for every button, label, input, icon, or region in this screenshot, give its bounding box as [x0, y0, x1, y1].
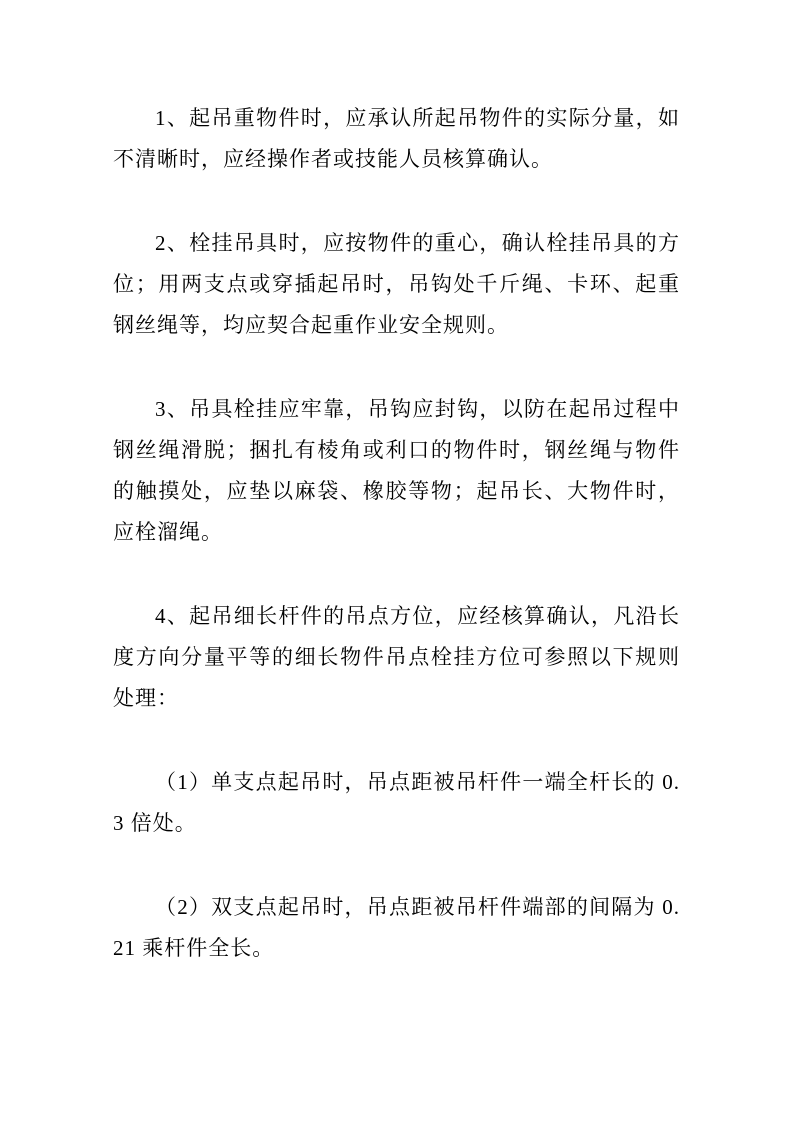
- paragraph-rule-3: 3、吊具栓挂应牢靠，吊钩应封钩，以防在起吊过程中钢丝绳滑脱；捆扎有棱角或利口的物件时，钢丝绳与物件的触摸处，应垫以麻袋、橡胶等物；起吊长、大物件时，应栓溜绳。: [113, 397, 680, 544]
- paragraph-rule-4: 4、起吊细长杆件的吊点方位，应经核算确认，凡沿长度方向分量平等的细长物件吊点栓挂方位可参照以下规则处理：: [113, 604, 680, 710]
- paragraph-rule-1: 1、起吊重物件时，应承认所起吊物件的实际分量，如不清晰时，应经操作者或技能人员核算确认。: [113, 106, 680, 171]
- paragraph-subrule-2: （2）双支点起吊时，吊点距被吊杆件端部的间隔为 0.21 乘杆件全长。: [113, 895, 680, 960]
- paragraph-rule-2: 2、栓挂吊具时，应按物件的重心，确认栓挂吊具的方位；用两支点或穿插起吊时，吊钩处千斤绳、卡环、起重钢丝绳等，均应契合起重作业安全规则。: [113, 231, 680, 337]
- paragraph-subrule-1: （1）单支点起吊时，吊点距被吊杆件一端全杆长的 0.3 倍处。: [113, 770, 680, 835]
